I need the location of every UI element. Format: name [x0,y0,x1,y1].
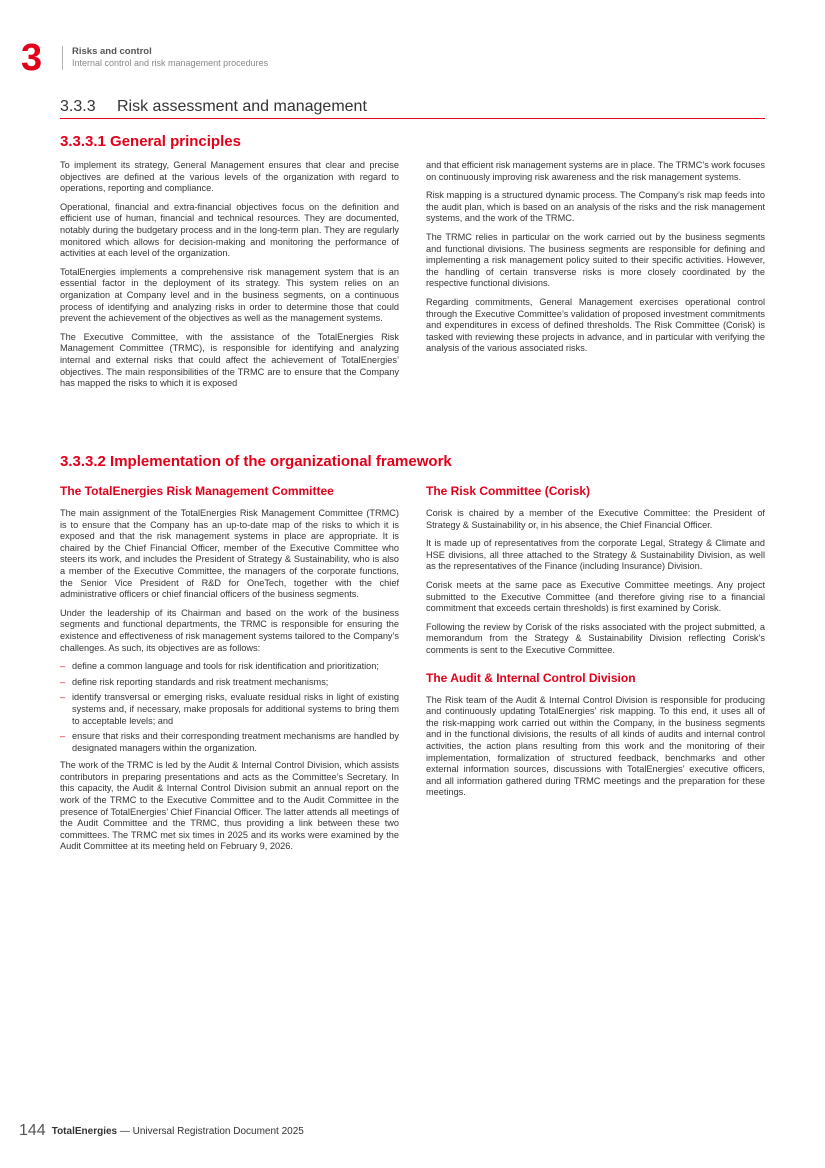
paragraph: Risk mapping is a structured dynamic process. The Company’s risk map feeds into the audit plan, which is based on an analysis of the risks and the risk management systems, and the work of the TRMC. [426,190,765,224]
subsection-heading-general-principles: 3.3.3.1 General principles [60,133,241,150]
paragraph: Corisk meets at the same pace as Executive Committee meetings. Any project submitted to the Executive Committee (and therefore giving rise to a financial commitment that exceeds certain thresholds) is first examined by Corisk. [426,579,765,614]
list-item-text: define a common language and tools for risk identification and prioritization; [72,661,379,672]
list-item [60,677,399,689]
framework-left-column [60,484,399,860]
corisk-heading: The Risk Committee (Corisk) [426,484,591,498]
list-item [60,661,399,673]
dash-marker: – [60,692,66,703]
footer-brand: TotalEnergies [51,1126,118,1137]
paragraph: The work of the TRMC is led by the Audit & Internal Control Division, which assists contributors in preparing presentations and acts as the Committee’s Secretary. In this capacity, the Audit & Internal Control Division submit an annual report on the work of the TRMC to the Executive Committee and to the Audit Committee in the presence of TotalEnergies’ Chief Financial Officer. The latter attends all meetings of the Audit Committee and the TRMC, thus providing a link between these two committees. The TRMC met six times in 2025 and its works were examined by the Audit Committee at its meeting held on February 9, 2026. [60,760,399,852]
general-principles-left-column [60,160,399,397]
list-item [60,731,399,754]
list-item [60,692,399,727]
chapter-number: 3 [21,37,43,79]
paragraph: Regarding commitments, General Management exercises operational control through the Executive Committee’s validation of proposed investment commitments and expenditures in excess of defined thresholds. The Risk Committee (Corisk) is tasked with reviewing these projects in advance, and in particular with verifying the analysis of the various associated risks. [426,296,765,354]
footer-text: — Universal Registration Document 2025 [117,1126,304,1137]
subsection-heading-organizational-framework: 3.3.3.2 Implementation of the organizational framework [60,453,452,470]
general-principles-right-column [426,160,765,362]
paragraph: The main assignment of the TotalEnergies Risk Management Committee (TRMC) is to ensure that the Company has an up-to-date map of the risks to which it is exposed and that the risk management systems in place are appropriate. It is chaired by the Chief Financial Officer, member of the Executive Committee who steers its work, and includes the President of Strategy & Sustainability, who is also a member of the Executive Committee, the managers of the corporate functions, the Senior Vice President of R&D for OneTech, together with the chief administrative officers or chief financial officers of the business segments. [60,508,399,600]
paragraph: The Risk team of the Audit & Internal Control Division is responsible for producing and continuously updating TotalEnergies’ risk mapping. To this end, it uses all of the risk-mapping work carried out within the Company, in the business segments and in the functional divisions, the results of all kinds of audits and internal control activities, the action plans resulting from this work and the monitoring of their implementation, formalization of structured feedback, benchmarks and other external information sources, discussions with TotalEnergies’ executive officers, and all information gathered during TRMC meetings and the preparation for these meetings. [426,694,765,798]
paragraph: Corisk is chaired by a member of the Executive Committee: the President of Strategy & Sustainability or, in his absence, the Chief Financial Officer. [426,508,765,530]
paragraph: The Executive Committee, with the assistance of the TotalEnergies Risk Management Committee (TRMC), is responsible for identifying and analyzing internal and external risks that could affect the achievement of TotalEnergies’ objectives. The main responsibilities of the TRMC are to ensure that the Company has mapped the risks to which it is exposed [60,331,399,389]
trmc-objectives-list [60,661,399,754]
audit-division-heading: The Audit & Internal Control Division [426,670,636,685]
list-item-text: define risk reporting standards and risk treatment mechanisms; [72,676,329,687]
dash-marker: – [60,661,66,672]
framework-right-column [426,484,765,806]
chapter-title: Risks and control [72,46,152,57]
paragraph: To implement its strategy, General Management ensures that clear and precise objectives are defined at the various levels of the organization with regard to operations, reporting and compliance. [60,160,399,194]
page-footer [19,1122,304,1140]
paragraph: TotalEnergies implements a comprehensive risk management system that is an essential factor in the deployment of its strategy. This system relies on an organization at Company level and in the business segments, on a continuous process of identifying and analyzing risks in order to determine those that could prevent the achievement of the objectives as well as the management systems. [60,266,399,324]
paragraph: Following the review by Corisk of the risks associated with the project submitted, a memorandum from the Strategy & Sustainability Division reflecting Corisk’s comments is sent to the Executive Committee. [426,621,765,655]
chapter-subtitle: Internal control and risk management procedures [72,58,269,68]
trmc-heading: The TotalEnergies Risk Management Committee [60,484,334,498]
section-title: Risk assessment and management [117,98,367,115]
header-divider [62,46,63,70]
list-item-text: ensure that risks and their corresponding treatment mechanisms are handled by designated managers within the organization. [72,731,399,753]
section-heading [60,96,765,119]
paragraph: and that efficient risk management systems are in place. The TRMC’s work focuses on continuously improving risk awareness and the risk management systems. [426,160,765,182]
paragraph: The TRMC relies in particular on the work carried out by the business segments and functional divisions. The business segments are responsible for defining and implementing a risk management policy suited to their specific activities. However, the handling of certain transverse risks is more closely coordinated by the respective functional divisions. [426,231,765,289]
dash-marker: – [60,676,66,687]
list-item-text: identify transversal or emerging risks, evaluate residual risks in light of existing systems and, if necessary, make proposals for additional systems to bring them to acceptable levels; and [72,692,399,726]
paragraph: Operational, financial and extra-financial objectives focus on the definition and efficient use of human, financial and technical resources. They are documented, notably during the budgetary process and in the long-term plan. They are regularly monitored which allows for decision-making and monitoring the performance of activities at each level of the organization. [60,201,399,259]
paragraph: Under the leadership of its Chairman and based on the work of the business segments and functional departments, the TRMC is responsible for ensuring the existence and effectiveness of risk management systems tailored to the Company’s challenges. As such, its objectives are as follows: [60,607,399,653]
dash-marker: – [60,731,66,742]
page-number: 144 [19,1122,46,1139]
paragraph: It is made up of representatives from the corporate Legal, Strategy & Climate and HSE divisions, all three attached to the Strategy & Sustainability Division, as well as the representatives of the Finance (including Insurance) Division. [426,538,765,572]
section-number: 3.3.3 [60,98,96,115]
